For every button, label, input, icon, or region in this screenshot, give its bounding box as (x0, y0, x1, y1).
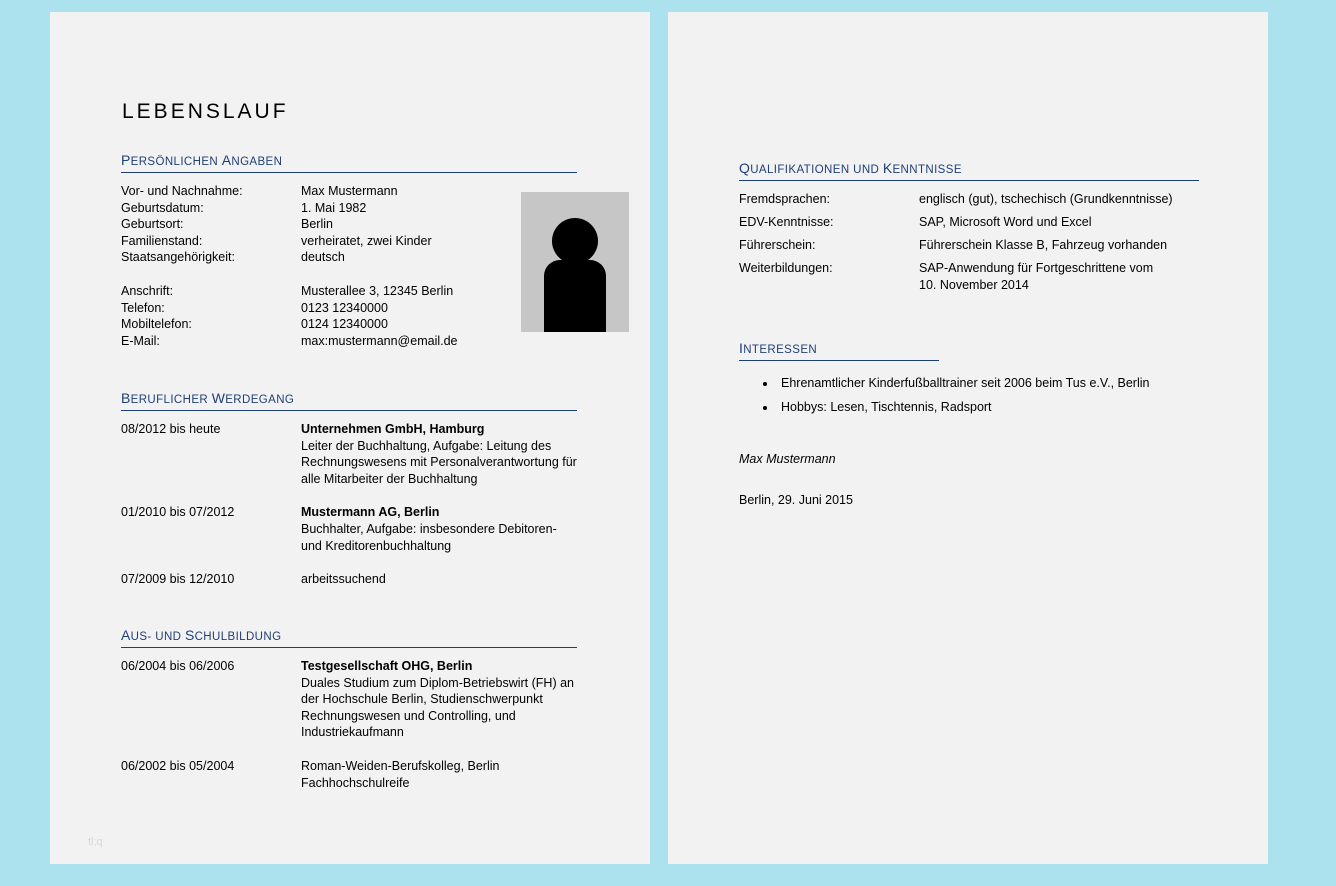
list-item (121, 421, 577, 487)
row-label: Führerschein: (739, 238, 816, 253)
spacer (121, 266, 577, 283)
row-value: deutsch (301, 250, 345, 265)
list-item (121, 758, 577, 791)
table-row (739, 260, 1199, 293)
row-label: Fremdsprachen: (739, 192, 831, 206)
entry-date: 08/2012 bis heute (121, 422, 221, 436)
heading-cap: B (121, 390, 131, 406)
row-value: verheiratet, zwei Kinder (301, 233, 432, 248)
heading-text: UALIFIKATIONEN UND (750, 164, 883, 176)
heading-text: US- UND (130, 631, 185, 643)
section-heading-interests (739, 340, 939, 361)
table-row (121, 333, 577, 350)
entry-body (301, 758, 577, 791)
section-heading-personal (121, 152, 577, 173)
entry-date: 01/2010 bis 07/2012 (121, 505, 235, 520)
list-item (121, 504, 577, 554)
interests-list (739, 371, 1199, 419)
heading-cap2: A (221, 152, 232, 168)
section-heading-career (121, 390, 577, 411)
avatar-body-shape (544, 260, 606, 332)
table-row (121, 249, 577, 266)
section-career (121, 390, 577, 605)
row-label: Anschrift: (121, 283, 174, 298)
row-value: 0124 12340000 (301, 317, 388, 332)
heading-cap2: K (882, 160, 893, 176)
row-value: Musterallee 3, 12345 Berlin (301, 283, 454, 298)
row-label: EDV-Kenntnisse: (739, 215, 834, 230)
section-personal-data (121, 152, 577, 349)
table-row (739, 237, 1199, 254)
entry-text: Roman-Weiden-Berufskolleg, Berlin Fachhochschulreife (301, 758, 500, 790)
entry-text: Duales Studium zum Diplom-Betriebswirt (FH) an der Hochschule Berlin, Studienschwerpunkt Rechnungswesen und Controlling, und Industriekaufmann (301, 675, 574, 740)
table-row (121, 316, 577, 333)
section-interests (739, 340, 1199, 419)
entry-text: Buchhalter, Aufgabe: insbesondere Debitoren- und Kreditorenbuchhaltung (301, 521, 557, 553)
heading-text2: NGABEN (231, 156, 283, 168)
heading-text: ERUFLICHER (130, 394, 212, 406)
table-row (121, 183, 577, 200)
heading-cap: I (739, 340, 744, 356)
heading-cap: P (121, 152, 131, 168)
row-label: Geburtsdatum: (121, 200, 204, 215)
row-label: Mobiltelefon: (121, 317, 192, 332)
signature-name: Max Mustermann (739, 452, 836, 466)
page-right (668, 12, 1268, 864)
row-value: englisch (gut), tschechisch (Grundkenntnisse) (919, 192, 1173, 206)
entry-body (301, 658, 577, 741)
avatar-head-shape (552, 218, 598, 264)
page-title: LEBENSLAUF (122, 100, 289, 124)
entry-title: Testgesellschaft (301, 659, 399, 673)
list-item: • Ehrenamtlicher Kinderfußballtrainer seit 2006 beim Tus e.V., Berlin (777, 371, 1199, 395)
entry-text: arbeitssuchend (301, 572, 386, 587)
row-value: 1. Mai 1982 (301, 200, 367, 215)
row-value: 0123 12340000 (301, 300, 388, 315)
heading-cap: Q (739, 160, 751, 176)
entry-body (301, 504, 577, 554)
heading-cap: A (121, 627, 131, 643)
row-value: Berlin (301, 217, 333, 232)
row-value: SAP-Anwendung für Fortgeschrittene vom 10. November 2014 (919, 261, 1154, 292)
row-label: Vor- und Nachnahme: (121, 184, 243, 198)
row-label: Weiterbildungen: (739, 261, 833, 276)
entry-title: Unternehmen GmbH, Hamburg (301, 422, 485, 436)
section-heading-qualifications (739, 160, 1199, 181)
row-value: Max Mustermann (301, 184, 398, 198)
heading-cap2: S (184, 627, 195, 643)
list-item (121, 571, 577, 588)
heading-text: ERSÖNLICHEN (130, 156, 222, 168)
table-row (739, 214, 1199, 231)
watermark: tl;q (88, 836, 103, 848)
heading-text: NTERESSEN (743, 344, 818, 356)
row-label: Familienstand: (121, 233, 203, 248)
entry-title: Mustermann AG, Berlin (301, 505, 440, 520)
entry-text: Leiter der Buchhaltung, Aufgabe: Leitung des Rechnungswesens mit Personalverantwortung für alle Mitarbeiter der Buchhaltung (301, 438, 577, 486)
entry-body (301, 421, 577, 487)
table-row (739, 191, 1199, 208)
row-label: Geburtsort: (121, 217, 184, 232)
personal-rows-identity (121, 183, 577, 266)
row-label: E-Mail: (121, 333, 160, 348)
signature-place-date: Berlin, 29. Juni 2015 (739, 493, 853, 507)
section-qualifications (739, 160, 1199, 293)
section-education (121, 627, 577, 808)
page-left (50, 12, 650, 864)
entry-date: 06/2002 bis 05/2004 (121, 758, 235, 773)
table-row (121, 300, 577, 317)
list-item (121, 658, 577, 741)
row-label: Telefon: (121, 300, 165, 315)
entry-date: 06/2004 bis 06/2006 (121, 659, 235, 673)
heading-text2: CHULBILDUNG (194, 631, 282, 643)
list-item: • Hobbys: Lesen, Tischtennis, Radsport (777, 395, 1199, 419)
row-value: Führerschein Klasse B, Fahrzeug vorhanden (919, 238, 1168, 253)
row-value: SAP, Microsoft Word und Excel (919, 215, 1092, 230)
avatar (521, 192, 629, 332)
heading-text2: ERDEGANG (225, 394, 295, 406)
row-value: max:mustermann@email.de (301, 333, 458, 348)
entry-date: 07/2009 bis 12/2010 (121, 572, 235, 587)
table-row (121, 283, 577, 300)
personal-rows-contact (121, 283, 577, 349)
entry-body (301, 571, 577, 588)
table-row (121, 216, 577, 233)
table-row (121, 233, 577, 250)
heading-text2: ENNTNISSE (892, 164, 962, 176)
row-label: Staatsangehörigkeit: (121, 250, 235, 265)
table-row (121, 200, 577, 217)
entry-title-tail: OHG, Berlin (398, 659, 473, 673)
heading-cap2: W (211, 390, 226, 406)
section-heading-education (121, 627, 577, 648)
signature-block (739, 452, 1199, 507)
